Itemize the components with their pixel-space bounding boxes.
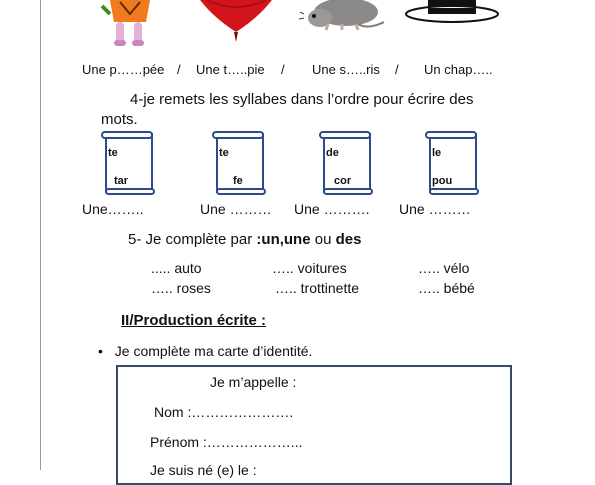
syllable-bottom: pou	[432, 175, 453, 187]
identity-card	[116, 365, 512, 485]
syllable-card	[424, 131, 480, 193]
prenom-field[interactable]: Prénom :………………...	[150, 434, 303, 450]
syllable-top: de	[326, 147, 339, 159]
article-item: ….. trottinette	[275, 280, 360, 296]
article-item: ….. bébé	[418, 280, 475, 296]
answer-blank: Une ………	[200, 201, 272, 217]
fill-word: Une t…..pie	[196, 62, 265, 77]
answer-blank: Une ………	[399, 201, 471, 217]
birthdate-field[interactable]: Je suis né (e) le :	[150, 462, 257, 478]
syllable-top: le	[432, 147, 442, 159]
syllable-card	[318, 131, 374, 193]
separator: /	[395, 62, 399, 77]
syllable-bottom: fe	[233, 175, 243, 187]
article-item: ..... auto	[151, 260, 202, 276]
answer-blank: Une……..	[82, 201, 144, 217]
article-item: ….. roses	[151, 280, 211, 296]
mouse-image	[298, 0, 388, 36]
instruction-prefix: 5- Je complète par	[128, 231, 257, 248]
production-heading: II/Production écrite :	[121, 312, 267, 329]
hat-image	[404, 0, 500, 26]
spinning-top-image	[196, 0, 276, 44]
fill-word: Une p……pée	[82, 62, 165, 77]
syllable-bottom: tar	[114, 175, 129, 187]
syllable-bottom: cor	[334, 175, 352, 187]
bullet-text: Je complète ma carte d’identité.	[114, 343, 313, 359]
section4-instruction-line2: mots.	[101, 111, 138, 128]
production-bullet	[98, 343, 312, 359]
separator: /	[177, 62, 181, 77]
section5-instruction	[128, 228, 361, 252]
syllable-card	[100, 131, 156, 193]
nom-field[interactable]: Nom :………………….	[154, 404, 294, 420]
fill-word: Un chap…..	[424, 62, 493, 77]
bullet-icon: •	[98, 343, 103, 359]
doll-image	[100, 0, 160, 48]
name-intro: Je m’appelle :	[210, 374, 297, 390]
syllable-top: te	[219, 147, 229, 159]
syllable-card	[211, 131, 267, 193]
article-item: ….. voitures	[272, 260, 347, 276]
fill-word: Une s…..ris	[312, 62, 380, 77]
syllable-top: te	[108, 147, 118, 159]
section4-instruction-line1: 4-je remets les syllabes dans l’ordre pour écrire des	[130, 91, 474, 108]
instruction-mid: ou	[310, 231, 336, 248]
answer-blank: Une ……….	[294, 201, 370, 217]
article-item: ….. vélo	[418, 260, 470, 276]
separator: /	[281, 62, 285, 77]
instruction-bold-des: des	[335, 231, 362, 248]
article-exercise-grid	[0, 258, 595, 308]
instruction-bold-articles: :un,une	[256, 231, 311, 248]
page-border	[40, 0, 41, 470]
